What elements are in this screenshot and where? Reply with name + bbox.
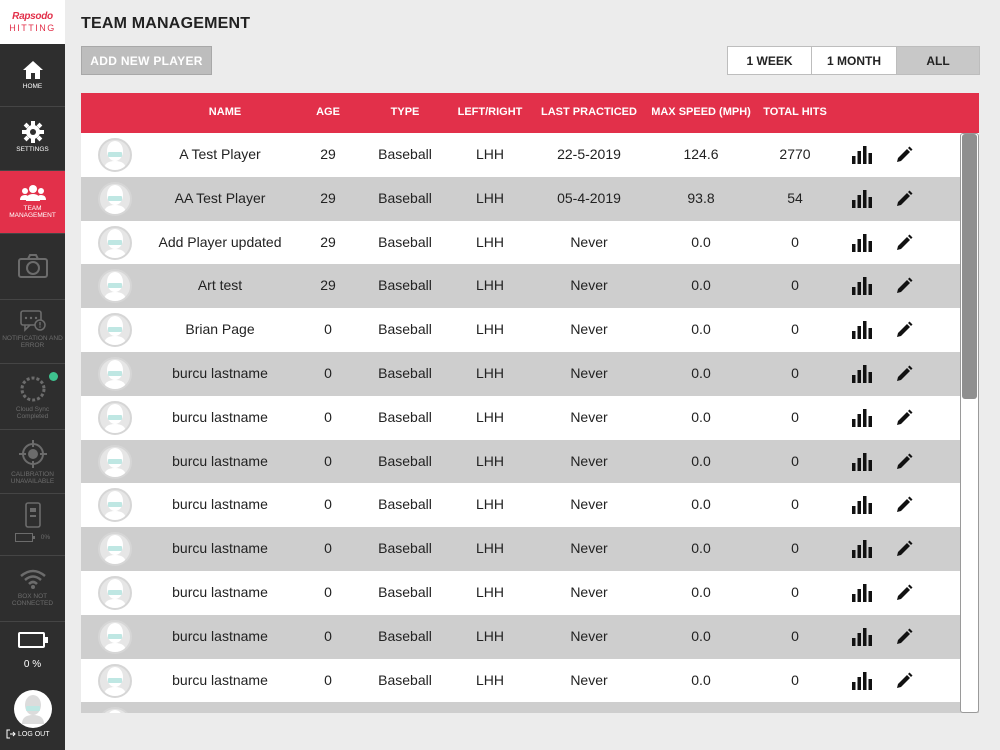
player-last-practiced: 22-5-2019 xyxy=(557,146,621,162)
player-max-speed: 0.0 xyxy=(691,540,711,557)
avatar-icon xyxy=(20,694,46,724)
player-avatar xyxy=(98,576,132,610)
nav-home-label: HOME xyxy=(22,83,43,90)
player-total-hits: 0 xyxy=(791,671,799,688)
avatar-icon xyxy=(102,490,128,520)
camera-icon xyxy=(18,254,48,278)
player-last-practiced: Never xyxy=(570,671,608,688)
player-max-speed: 0.0 xyxy=(691,277,711,294)
box-connection-label: BOX NOT CONNECTED xyxy=(11,593,54,607)
table-row[interactable] xyxy=(81,440,979,484)
player-max-speed: 0.0 xyxy=(691,233,711,250)
player-handedness: LHH xyxy=(475,583,505,600)
player-avatar xyxy=(98,445,132,479)
avatar-icon xyxy=(102,184,128,214)
player-age: 29 xyxy=(320,146,336,162)
player-type: Baseball xyxy=(378,496,432,513)
calibration-status xyxy=(0,430,65,494)
player-avatar xyxy=(98,182,132,216)
avatar-icon xyxy=(102,447,128,477)
player-handedness: LHH xyxy=(475,233,505,250)
player-avatar xyxy=(98,313,132,347)
player-age: 0 xyxy=(324,540,332,557)
player-handedness: LHH xyxy=(475,627,505,644)
player-name: burcu lastname xyxy=(172,496,268,513)
player-name: Art test xyxy=(197,277,243,294)
avatar-icon xyxy=(102,228,128,258)
stats-icon[interactable] xyxy=(851,277,875,295)
logout-label: LOG OUT xyxy=(18,730,50,738)
player-total-hits: 0 xyxy=(791,627,799,644)
stats-icon[interactable] xyxy=(851,672,875,690)
player-handedness: LHH xyxy=(475,671,505,688)
player-last-practiced: 05-4-2019 xyxy=(557,189,621,206)
stats-icon[interactable] xyxy=(851,584,875,602)
stats-icon[interactable] xyxy=(851,496,875,514)
player-last-practiced: Never xyxy=(570,452,608,469)
player-last-practiced: Never xyxy=(570,321,608,338)
avatar-icon xyxy=(102,315,128,345)
player-age: 0 xyxy=(324,496,332,513)
player-name: Add Player updated xyxy=(158,233,282,250)
player-avatar xyxy=(98,620,132,654)
device-battery-label: 0% xyxy=(40,534,51,541)
stats-icon[interactable] xyxy=(851,190,875,208)
player-handedness: LHH xyxy=(475,321,505,338)
col-last-practiced-header[interactable]: LAST PRACTICED xyxy=(541,106,637,118)
player-handedness: LHH xyxy=(475,189,505,206)
player-last-practiced: Never xyxy=(570,277,608,294)
player-avatar xyxy=(98,357,132,391)
player-avatar xyxy=(98,138,132,172)
edit-icon[interactable] xyxy=(895,584,913,602)
sync-ok-indicator xyxy=(49,372,58,381)
edit-icon[interactable] xyxy=(895,453,913,471)
player-age: 0 xyxy=(324,583,332,600)
player-name: burcu lastname xyxy=(172,452,268,469)
edit-icon[interactable] xyxy=(895,234,913,252)
player-total-hits: 0 xyxy=(791,233,799,250)
nav-notification-label: NOTIFICATION AND ERROR xyxy=(2,335,63,349)
player-handedness: LHH xyxy=(475,364,505,381)
player-handedness: LHH xyxy=(475,277,505,294)
notification-icon xyxy=(20,310,46,332)
edit-icon[interactable] xyxy=(895,365,913,383)
table-row[interactable] xyxy=(81,308,979,352)
table-row[interactable] xyxy=(81,527,979,571)
user-avatar[interactable] xyxy=(14,690,52,728)
player-total-hits: 0 xyxy=(791,277,799,294)
avatar-icon xyxy=(102,403,128,433)
col-type-header[interactable]: TYPE xyxy=(390,106,420,118)
col-left-right-header[interactable]: LEFT/RIGHT xyxy=(457,106,523,118)
table-row[interactable] xyxy=(81,615,979,659)
player-handedness: LHH xyxy=(475,496,505,513)
nav-camera[interactable] xyxy=(0,234,65,300)
player-total-hits: 0 xyxy=(791,583,799,600)
player-type: Baseball xyxy=(378,452,432,469)
stats-icon[interactable] xyxy=(851,321,875,339)
player-last-practiced: Never xyxy=(570,627,608,644)
player-avatar xyxy=(98,401,132,435)
player-max-speed: 0.0 xyxy=(691,408,711,425)
gear-icon xyxy=(22,121,44,143)
player-max-speed: 0.0 xyxy=(691,627,711,644)
player-max-speed: 0.0 xyxy=(691,671,711,688)
nav-home[interactable] xyxy=(0,44,65,107)
player-max-speed: 124.6 xyxy=(683,146,719,162)
edit-icon[interactable] xyxy=(895,277,913,295)
edit-icon[interactable] xyxy=(895,628,913,646)
player-max-speed: 0.0 xyxy=(691,496,711,513)
player-total-hits: 54 xyxy=(787,189,803,206)
player-type: Baseball xyxy=(378,189,432,206)
range-1-month-button[interactable]: 1 MONTH xyxy=(812,47,897,74)
player-max-speed: 93.8 xyxy=(687,189,715,206)
nav-settings[interactable] xyxy=(0,107,65,171)
logout-button[interactable] xyxy=(6,729,50,739)
player-age: 0 xyxy=(324,321,332,338)
player-type: Baseball xyxy=(378,408,432,425)
edit-icon[interactable] xyxy=(895,409,913,427)
scrollbar-thumb[interactable] xyxy=(962,134,977,399)
player-last-practiced: Never xyxy=(570,496,608,513)
player-name: burcu lastname xyxy=(172,408,268,425)
player-max-speed: 0.0 xyxy=(691,364,711,381)
table-row[interactable] xyxy=(81,221,979,265)
cloud-sync-label: Cloud Sync Completed xyxy=(15,406,50,420)
player-age: 29 xyxy=(320,189,336,206)
box-connection-status xyxy=(0,556,65,622)
table-scrollbar[interactable] xyxy=(960,133,979,713)
player-total-hits: 0 xyxy=(791,408,799,425)
player-age: 29 xyxy=(320,233,336,250)
stats-icon[interactable] xyxy=(851,628,875,646)
device-icon xyxy=(24,502,42,528)
add-new-player-button[interactable]: ADD NEW PLAYER xyxy=(81,46,212,75)
player-total-hits: 0 xyxy=(791,496,799,513)
player-total-hits: 0 xyxy=(791,321,799,338)
stats-icon[interactable] xyxy=(851,453,875,471)
player-age: 29 xyxy=(320,277,336,294)
player-age: 0 xyxy=(324,408,332,425)
player-name: burcu lastname xyxy=(172,583,268,600)
player-last-practiced: Never xyxy=(570,583,608,600)
table-row[interactable] xyxy=(81,571,979,615)
player-total-hits: 0 xyxy=(791,540,799,557)
page-title: TEAM MANAGEMENT xyxy=(81,15,251,32)
player-age: 0 xyxy=(324,627,332,644)
player-last-practiced: Never xyxy=(570,408,608,425)
player-avatar xyxy=(98,664,132,698)
player-age: 0 xyxy=(324,452,332,469)
table-row[interactable] xyxy=(81,659,979,703)
range-1-week-button[interactable]: 1 WEEK xyxy=(728,47,812,74)
player-avatar xyxy=(98,226,132,260)
device-status xyxy=(0,494,65,556)
avatar-icon xyxy=(102,140,128,170)
time-range-selector xyxy=(727,46,980,75)
player-name: Brian Page xyxy=(185,321,255,338)
brand-name: Rapsodo xyxy=(12,11,53,22)
player-age: 0 xyxy=(324,671,332,688)
col-total-hits-header[interactable]: TOTAL HITS xyxy=(763,106,827,118)
table-row[interactable] xyxy=(81,396,979,440)
wifi-icon xyxy=(19,568,47,590)
avatar-icon xyxy=(102,709,128,713)
device-battery-icon xyxy=(15,533,35,542)
player-type: Baseball xyxy=(378,671,432,688)
player-type: Baseball xyxy=(378,277,432,294)
player-name: burcu lastname xyxy=(172,671,268,688)
col-name-header[interactable]: NAME xyxy=(208,106,242,118)
player-total-hits: 0 xyxy=(791,452,799,469)
player-name: A Test Player xyxy=(179,146,261,162)
player-avatar xyxy=(98,532,132,566)
player-name: burcu lastname xyxy=(172,364,268,381)
edit-icon[interactable] xyxy=(895,540,913,558)
table-row[interactable] xyxy=(81,177,979,221)
avatar-icon xyxy=(102,578,128,608)
player-type: Baseball xyxy=(378,321,432,338)
col-age-header[interactable]: AGE xyxy=(316,106,340,118)
rapsodo-logo xyxy=(0,0,65,44)
nav-team-management[interactable] xyxy=(0,171,65,234)
player-name: AA Test Player xyxy=(174,189,266,206)
home-icon xyxy=(22,60,44,80)
edit-icon[interactable] xyxy=(895,496,913,514)
player-type: Baseball xyxy=(378,146,432,162)
player-avatar xyxy=(98,488,132,522)
edit-icon[interactable] xyxy=(895,146,913,164)
stats-icon[interactable] xyxy=(851,540,875,558)
stats-icon[interactable] xyxy=(851,234,875,252)
player-type: Baseball xyxy=(378,583,432,600)
table-row[interactable] xyxy=(81,483,979,527)
player-last-practiced: Never xyxy=(570,233,608,250)
edit-icon[interactable] xyxy=(895,321,913,339)
avatar-icon xyxy=(102,622,128,652)
player-last-practiced: Never xyxy=(570,540,608,557)
player-avatar xyxy=(98,707,132,713)
logout-icon xyxy=(6,729,16,739)
avatar-icon xyxy=(102,271,128,301)
battery-percentage: 0 % xyxy=(23,659,42,670)
col-max-speed-header[interactable]: MAX SPEED (MPH) xyxy=(651,106,751,118)
player-table xyxy=(81,133,979,713)
player-handedness: LHH xyxy=(475,408,505,425)
stats-icon[interactable] xyxy=(851,409,875,427)
player-last-practiced: Never xyxy=(570,364,608,381)
player-max-speed: 0.0 xyxy=(691,452,711,469)
player-avatar xyxy=(98,269,132,303)
player-type: Baseball xyxy=(378,627,432,644)
team-icon xyxy=(20,184,46,202)
cloud-sync-icon xyxy=(19,375,47,403)
player-handedness: LHH xyxy=(475,540,505,557)
battery-icon xyxy=(18,632,48,648)
nav-notification[interactable] xyxy=(0,300,65,364)
crosshair-icon xyxy=(19,440,47,468)
player-max-speed: 0.0 xyxy=(691,321,711,338)
sidebar xyxy=(0,0,65,750)
nav-settings-label: SETTINGS xyxy=(16,146,49,153)
player-type: Baseball xyxy=(378,540,432,557)
avatar-icon xyxy=(102,666,128,696)
calibration-label: CALIBRATION UNAVAILABLE xyxy=(10,471,55,485)
player-total-hits: 0 xyxy=(791,364,799,381)
player-max-speed: 0.0 xyxy=(691,583,711,600)
table-row[interactable] xyxy=(81,702,979,713)
player-type: Baseball xyxy=(378,233,432,250)
range-all-button[interactable]: ALL xyxy=(897,47,979,74)
nav-team-label: TEAM MANAGEMENT xyxy=(9,205,56,219)
table-row[interactable] xyxy=(81,133,979,177)
edit-icon[interactable] xyxy=(895,672,913,690)
avatar-icon xyxy=(102,359,128,389)
player-handedness: LHH xyxy=(475,452,505,469)
player-name: burcu lastname xyxy=(172,627,268,644)
product-name: HITTING xyxy=(9,23,56,33)
player-type: Baseball xyxy=(378,364,432,381)
player-total-hits: 2770 xyxy=(779,146,811,162)
table-header xyxy=(81,93,979,133)
table-row[interactable] xyxy=(81,352,979,396)
stats-icon[interactable] xyxy=(851,146,875,164)
player-handedness: LHH xyxy=(475,146,505,162)
player-age: 0 xyxy=(324,364,332,381)
player-name: burcu lastname xyxy=(172,540,268,557)
edit-icon[interactable] xyxy=(895,190,913,208)
avatar-icon xyxy=(102,534,128,564)
table-row[interactable] xyxy=(81,264,979,308)
stats-icon[interactable] xyxy=(851,365,875,383)
